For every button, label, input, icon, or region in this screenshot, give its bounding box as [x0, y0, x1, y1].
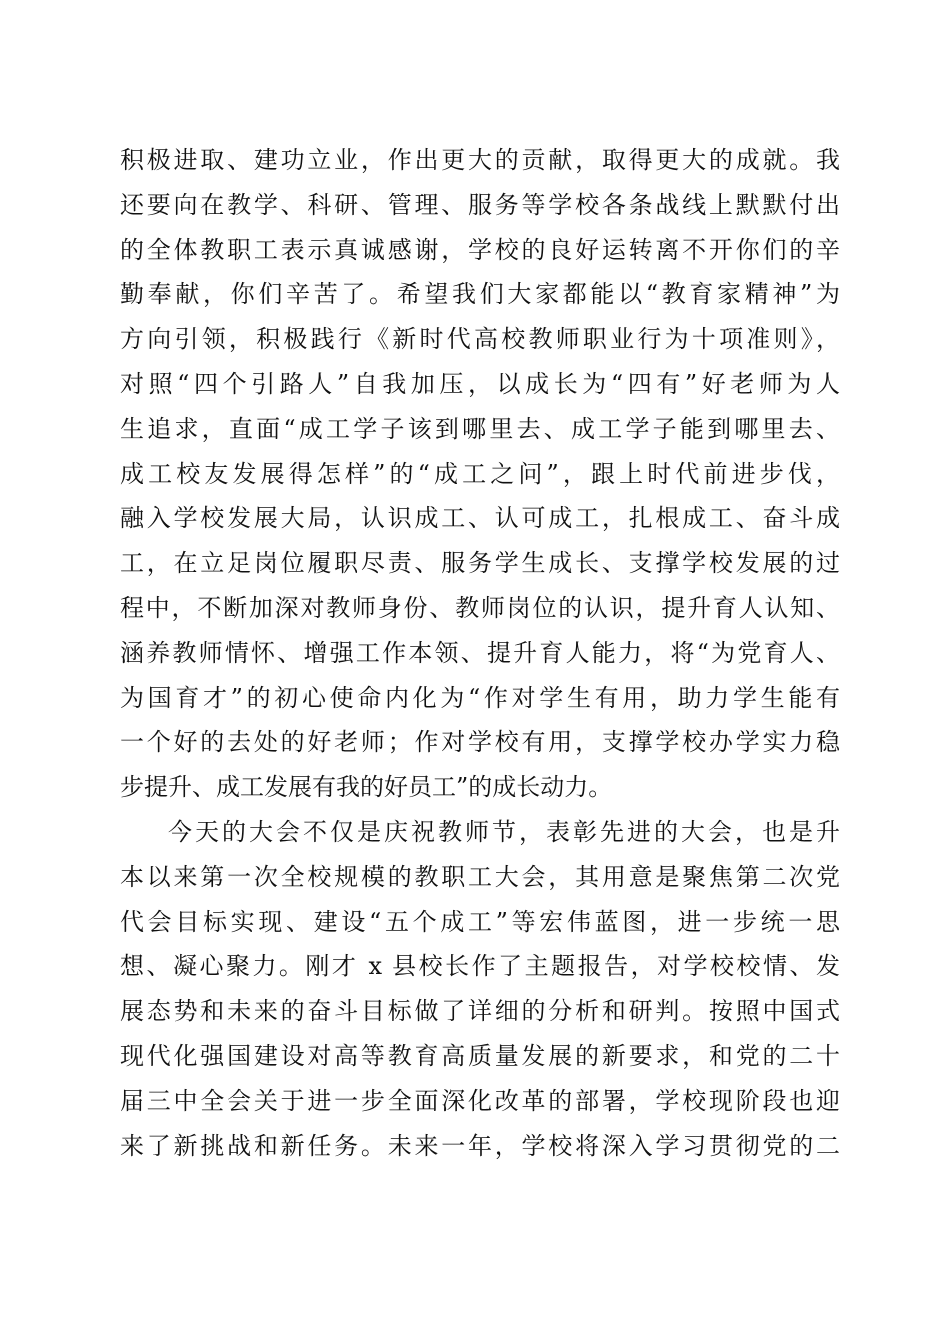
text-line: 成工校友发展得怎样”的“成工之问”，跟上时代前进步伐， — [120, 459, 840, 488]
text-line: 融入学校发展大局，认识成工、认可成工，扎根成工、奋斗成 — [120, 504, 840, 533]
text-line: 对照“四个引路人”自我加压，以成长为“四有”好老师为人 — [120, 369, 840, 398]
paragraph-2 — [120, 810, 840, 1168]
text-line: 想、凝心聚力。刚才 x 县校长作了主题报告，对学校校情、发 — [120, 952, 840, 981]
text-line: 涵养教师情怀、增强工作本领、提升育人能力，将“为党育人、 — [120, 638, 840, 667]
text-line: 生追求，直面“成工学子该到哪里去、成工学子能到哪里去、 — [120, 414, 840, 443]
paragraph-1 — [120, 138, 840, 810]
text-line: 勤奉献，你们辛苦了。希望我们大家都能以“教育家精神”为 — [120, 280, 840, 309]
text-line: 还要向在教学、科研、管理、服务等学校各条战线上默默付出 — [120, 190, 840, 219]
text-line: 代会目标实现、建设“五个成工”等宏伟蓝图，进一步统一思 — [120, 907, 840, 936]
text-line: 工，在立足岗位履职尽责、服务学生成长、支撑学校发展的过 — [120, 549, 840, 578]
text-line: 积极进取、建功立业，作出更大的贡献，取得更大的成就。我 — [120, 146, 840, 174]
text-line: 的全体教职工表示真诚感谢，学校的良好运转离不开你们的辛 — [120, 235, 840, 264]
text-line: 步提升、成工发展有我的好员工”的成长动力。 — [120, 773, 613, 802]
text-line: 展态势和未来的奋斗目标做了详细的分析和研判。按照中国式 — [120, 997, 840, 1026]
text-line: 一个好的去处的好老师；作对学校有用，支撑学校办学实力稳 — [120, 728, 840, 757]
text-line: 今天的大会不仅是庆祝教师节，表彰先进的大会，也是升 — [168, 817, 840, 846]
text-line: 届三中全会关于进一步全面深化改革的部署，学校现阶段也迎 — [120, 1086, 840, 1115]
text-line: 来了新挑战和新任务。未来一年，学校将深入学习贯彻党的二 — [120, 1131, 840, 1160]
text-line: 现代化强国建设对高等教育高质量发展的新要求，和党的二十 — [120, 1041, 840, 1070]
body-text — [120, 138, 840, 1168]
text-line: 程中，不断加深对教师身份、教师岗位的认识，提升育人认知、 — [120, 593, 840, 622]
text-line: 本以来第一次全校规模的教职工大会，其用意是聚焦第二次党 — [120, 862, 840, 891]
text-line: 为国育才”的初心使命内化为“作对学生有用，助力学生能有 — [120, 683, 840, 712]
text-line: 方向引领，积极践行《新时代高校教师职业行为十项准则》， — [120, 325, 840, 354]
